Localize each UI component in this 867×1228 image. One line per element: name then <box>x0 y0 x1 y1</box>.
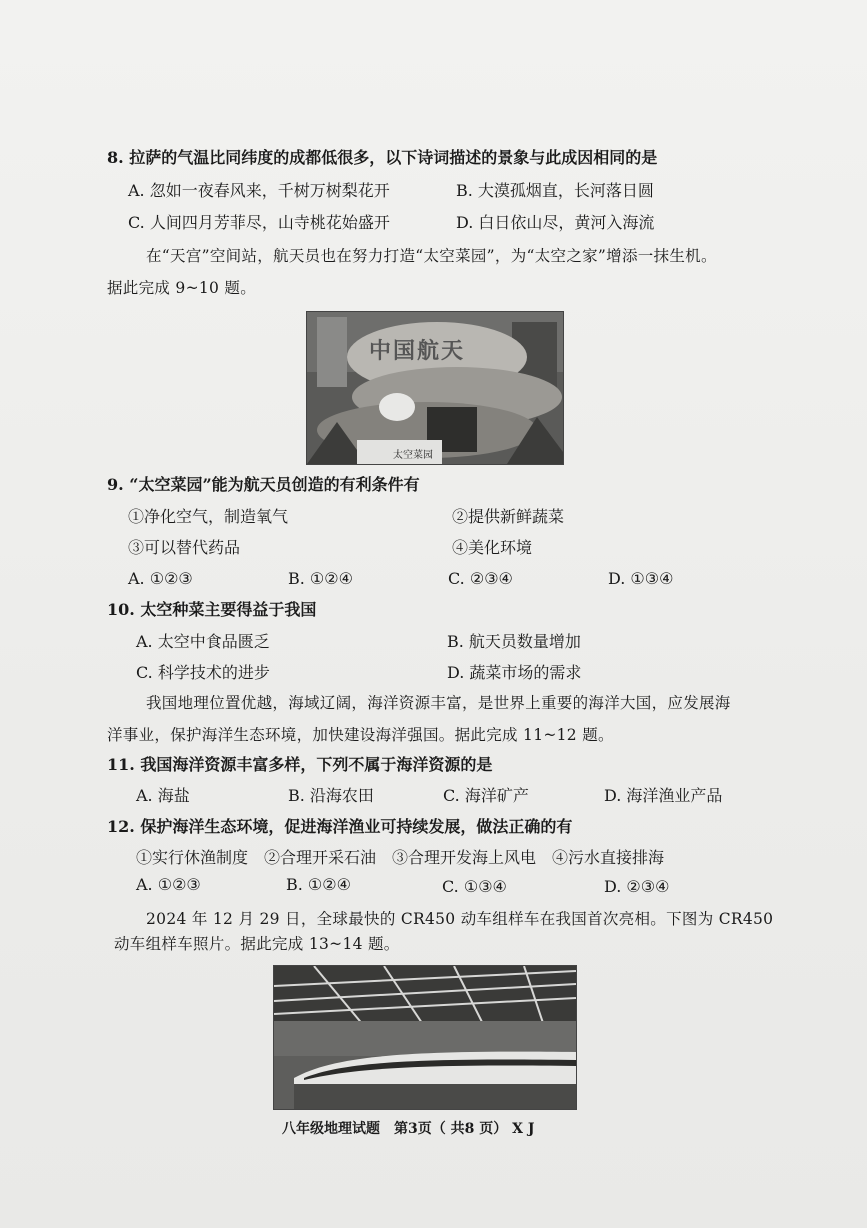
question-12-stem: 12. 保护海洋生态环境，促进海洋渔业可持续发展，做法正确的有 <box>107 817 573 836</box>
question-11-option-d: D. 海洋渔业产品 <box>604 786 723 805</box>
question-12-option-a: A. ①②③ <box>136 875 201 894</box>
question-11-option-c: C. 海洋矿产 <box>443 786 529 805</box>
page-footer: 八年级地理试题 第3页（ 共8 页） X J <box>282 1121 535 1137</box>
question-10-option-a: A. 太空中食品匮乏 <box>136 632 270 651</box>
passage-11-12-line-1: 我国地理位置优越，海域辽阔，海洋资源丰富，是世界上重要的海洋大国，应发展海 <box>146 694 731 712</box>
cr450-train-photo <box>273 965 577 1110</box>
space-garden-label: 太空菜园 <box>393 450 433 461</box>
passage-9-10-line-1: 在“天宫”空间站，航天员也在努力打造“太空菜园”，为“太空之家”增添一抹生机。 <box>146 247 717 265</box>
question-8-option-b: B. 大漠孤烟直，长河落日圆 <box>456 181 654 200</box>
question-9-stem: 9. “太空菜园”能为航天员创造的有利条件有 <box>107 475 420 494</box>
question-10-option-c: C. 科学技术的进步 <box>136 663 270 682</box>
question-9-item-2: ②提供新鲜蔬菜 <box>452 507 565 526</box>
space-garden-sign-text: 中国航天 <box>369 338 466 364</box>
question-11-option-b: B. 沿海农田 <box>288 786 374 805</box>
question-9-item-3: ③可以替代药品 <box>128 538 241 557</box>
question-8-option-a: A. 忽如一夜春风来，千树万树梨花开 <box>128 181 390 200</box>
question-10-option-d: D. 蔬菜市场的需求 <box>447 663 582 682</box>
question-12-option-d: D. ②③④ <box>604 877 670 896</box>
space-garden-photo <box>306 311 564 465</box>
question-10-stem: 10. 太空种菜主要得益于我国 <box>107 600 317 619</box>
question-8-option-d: D. 白日依山尽，黄河入海流 <box>456 213 655 232</box>
passage-9-10-line-2: 据此完成 9~10 题。 <box>107 279 257 297</box>
question-10-option-b: B. 航天员数量增加 <box>447 632 581 651</box>
question-12-option-b: B. ①②④ <box>286 875 351 894</box>
question-9-option-b: B. ①②④ <box>288 569 353 588</box>
question-8-option-c: C. 人间四月芳菲尽，山寺桃花始盛开 <box>128 213 390 232</box>
question-9-option-d: D. ①③④ <box>608 569 674 588</box>
question-12-items: ①实行休渔制度 ②合理开采石油 ③合理开发海上风电 ④污水直接排海 <box>136 848 665 867</box>
question-11-option-a: A. 海盐 <box>136 786 190 805</box>
question-12-option-c: C. ①③④ <box>442 877 507 896</box>
question-9-item-4: ④美化环境 <box>452 538 533 557</box>
question-9-option-a: A. ①②③ <box>128 569 193 588</box>
question-9-option-c: C. ②③④ <box>448 569 513 588</box>
question-8-stem: 8. 拉萨的气温比同纬度的成都低很多，以下诗词描述的景象与此成因相同的是 <box>107 148 658 167</box>
question-9-item-1: ①净化空气，制造氧气 <box>128 507 289 526</box>
passage-11-12-line-2: 洋事业，保护海洋生态环境，加快建设海洋强国。据此完成 11~12 题。 <box>107 726 614 744</box>
passage-13-14-line-2: 动车组样车照片。据此完成 13~14 题。 <box>114 935 400 953</box>
passage-13-14-line-1: 2024 年 12 月 29 日，全球最快的 CR450 动车组样车在我国首次亮相。下图为 CR450 <box>146 910 774 928</box>
cr450-train-photo-image <box>274 966 576 1109</box>
question-11-stem: 11. 我国海洋资源丰富多样，下列不属于海洋资源的是 <box>107 755 493 774</box>
